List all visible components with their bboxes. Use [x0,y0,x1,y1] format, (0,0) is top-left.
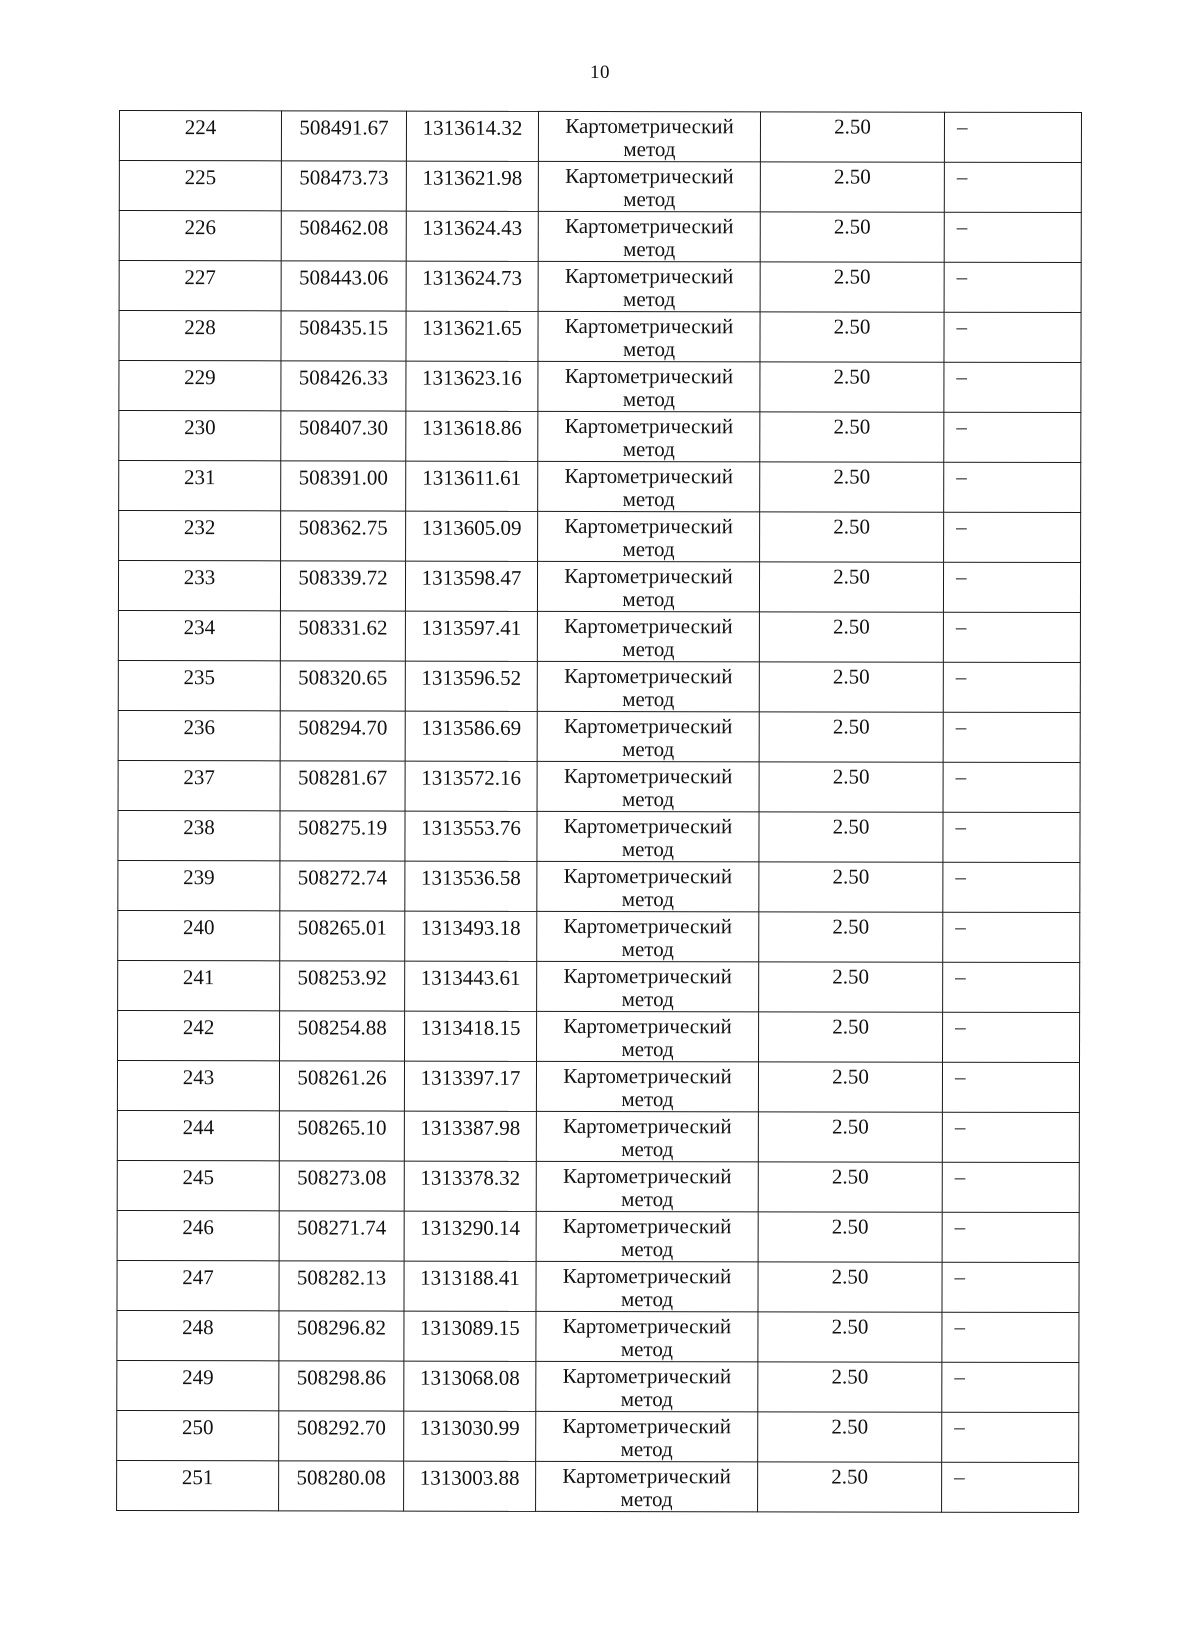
table-row [118,910,1080,962]
y-coordinate-cell: 1313030.99 [404,1411,536,1461]
accuracy-cell: 2.50 [759,812,943,862]
point-number-cell: 240 [118,910,280,960]
table-row [117,1160,1079,1212]
y-coordinate-cell: 1313605.09 [406,511,538,561]
y-coordinate-cell: 1313614.32 [406,111,538,161]
point-number-cell: 242 [118,1010,280,1060]
accuracy-cell: 2.50 [758,1162,942,1212]
accuracy-cell: 2.50 [758,1262,942,1312]
x-coordinate-cell: 508271.74 [279,1211,404,1261]
point-number-cell: 245 [117,1160,279,1210]
note-cell: – [942,1112,1079,1162]
point-number-cell: 248 [117,1310,279,1360]
point-number-cell: 244 [117,1110,279,1160]
point-number-cell: 233 [118,561,280,611]
accuracy-cell: 2.50 [760,512,944,562]
point-number-cell: 243 [117,1060,279,1110]
x-coordinate-cell: 508272.74 [280,861,405,911]
note-cell: – [942,1462,1079,1512]
x-coordinate-cell: 508339.72 [280,561,405,611]
method-cell: Картометрический метод [538,411,760,461]
point-number-cell: 247 [117,1260,279,1310]
x-coordinate-cell: 508280.08 [279,1461,404,1511]
point-number-cell: 228 [119,311,281,361]
method-cell: Картометрический метод [538,361,760,411]
table-row [117,1210,1079,1262]
method-cell: Картометрический метод [536,1061,758,1111]
table-row [118,860,1080,912]
note-cell: – [942,1262,1079,1312]
accuracy-cell: 2.50 [758,1112,942,1162]
method-cell: Картометрический метод [537,911,759,961]
note-cell: – [943,562,1080,612]
table-row [118,561,1080,613]
note-cell: – [944,262,1081,312]
x-coordinate-cell: 508426.33 [281,361,406,411]
point-number-cell: 226 [119,211,281,261]
y-coordinate-cell: 1313188.41 [404,1261,536,1311]
accuracy-cell: 2.50 [759,1012,943,1062]
method-cell: Картометрический метод [536,1161,758,1211]
x-coordinate-cell: 508265.01 [280,911,405,961]
y-coordinate-cell: 1313493.18 [405,911,537,961]
accuracy-cell: 2.50 [759,662,943,712]
y-coordinate-cell: 1313618.86 [406,411,538,461]
method-cell: Картометрический метод [537,761,759,811]
coordinates-table [116,110,1082,1513]
method-cell: Картометрический метод [537,561,759,611]
method-cell: Картометрический метод [537,611,759,661]
point-number-cell: 251 [117,1460,279,1510]
table-row [119,161,1081,213]
table-row [118,610,1080,662]
method-cell: Картометрический метод [538,211,760,261]
x-coordinate-cell: 508491.67 [281,111,406,161]
note-cell: – [944,112,1081,162]
note-cell: – [943,1012,1080,1062]
accuracy-cell: 2.50 [759,962,943,1012]
table-row [117,1410,1079,1462]
accuracy-cell: 2.50 [759,612,943,662]
y-coordinate-cell: 1313624.43 [406,211,538,261]
method-cell: Картометрический метод [536,1311,758,1361]
x-coordinate-cell: 508331.62 [280,611,405,661]
y-coordinate-cell: 1313624.73 [406,261,538,311]
method-cell: Картометрический метод [538,461,760,511]
y-coordinate-cell: 1313621.65 [406,311,538,361]
note-cell: – [943,962,1080,1012]
y-coordinate-cell: 1313003.88 [404,1461,536,1511]
accuracy-cell: 2.50 [758,1212,942,1262]
note-cell: – [944,362,1081,412]
x-coordinate-cell: 508273.08 [279,1161,404,1211]
point-number-cell: 238 [118,810,280,860]
table-row [118,660,1080,712]
accuracy-cell: 2.50 [759,562,943,612]
y-coordinate-cell: 1313597.41 [405,611,537,661]
y-coordinate-cell: 1313553.76 [405,811,537,861]
method-cell: Картометрический метод [536,1211,758,1261]
accuracy-cell: 2.50 [758,1062,942,1112]
note-cell: – [943,912,1080,962]
method-cell: Картометрический метод [536,1261,758,1311]
note-cell: – [944,212,1081,262]
point-number-cell: 250 [117,1410,279,1460]
y-coordinate-cell: 1313611.61 [406,461,538,511]
table-row [117,1360,1079,1412]
method-cell: Картометрический метод [536,1461,758,1511]
accuracy-cell: 2.50 [760,162,944,212]
accuracy-cell: 2.50 [760,262,944,312]
note-cell: – [943,812,1080,862]
x-coordinate-cell: 508265.10 [279,1111,404,1161]
accuracy-cell: 2.50 [758,1362,942,1412]
method-cell: Картометрический метод [538,111,760,161]
table-row [117,1110,1079,1162]
y-coordinate-cell: 1313378.32 [404,1161,536,1211]
table-row [117,1310,1079,1362]
method-cell: Картометрический метод [536,1111,758,1161]
table-row [117,1060,1079,1112]
x-coordinate-cell: 508462.08 [281,211,406,261]
y-coordinate-cell: 1313068.08 [404,1361,536,1411]
x-coordinate-cell: 508253.92 [280,961,405,1011]
note-cell: – [943,762,1080,812]
point-number-cell: 231 [119,461,281,511]
y-coordinate-cell: 1313586.69 [405,711,537,761]
x-coordinate-cell: 508282.13 [279,1261,404,1311]
table-row [117,1460,1079,1512]
method-cell: Картометрический метод [538,511,760,561]
accuracy-cell: 2.50 [759,912,943,962]
method-cell: Картометрический метод [537,711,759,761]
y-coordinate-cell: 1313089.15 [404,1311,536,1361]
method-cell: Картометрический метод [536,1361,758,1411]
y-coordinate-cell: 1313397.17 [404,1061,536,1111]
point-number-cell: 241 [118,960,280,1010]
note-cell: – [943,862,1080,912]
point-number-cell: 225 [119,161,281,211]
y-coordinate-cell: 1313536.58 [405,861,537,911]
point-number-cell: 230 [119,411,281,461]
table-row [118,960,1080,1012]
point-number-cell: 235 [118,660,280,710]
x-coordinate-cell: 508407.30 [281,411,406,461]
y-coordinate-cell: 1313623.16 [406,361,538,411]
y-coordinate-cell: 1313621.98 [406,161,538,211]
table-row [117,1260,1079,1312]
y-coordinate-cell: 1313572.16 [405,761,537,811]
accuracy-cell: 2.50 [760,112,944,162]
table-row [118,760,1080,812]
accuracy-cell: 2.50 [759,712,943,762]
note-cell: – [944,312,1081,362]
table-row [118,1010,1080,1062]
accuracy-cell: 2.50 [760,362,944,412]
x-coordinate-cell: 508294.70 [280,711,405,761]
x-coordinate-cell: 508292.70 [279,1411,404,1461]
note-cell: – [944,412,1081,462]
y-coordinate-cell: 1313596.52 [405,661,537,711]
method-cell: Картометрический метод [538,161,760,211]
x-coordinate-cell: 508254.88 [280,1011,405,1061]
method-cell: Картометрический метод [536,1411,758,1461]
y-coordinate-cell: 1313418.15 [405,1011,537,1061]
page-number: 10 [590,62,610,83]
y-coordinate-cell: 1313387.98 [404,1111,536,1161]
accuracy-cell: 2.50 [760,312,944,362]
table-row [119,211,1081,263]
point-number-cell: 234 [118,610,280,660]
x-coordinate-cell: 508391.00 [281,461,406,511]
accuracy-cell: 2.50 [760,212,944,262]
point-number-cell: 249 [117,1360,279,1410]
y-coordinate-cell: 1313443.61 [405,961,537,1011]
point-number-cell: 246 [117,1210,279,1260]
note-cell: – [942,1162,1079,1212]
point-number-cell: 227 [119,261,281,311]
table-row [119,311,1081,363]
method-cell: Картометрический метод [537,1011,759,1061]
note-cell: – [942,1062,1079,1112]
note-cell: – [942,1312,1079,1362]
x-coordinate-cell: 508443.06 [281,261,406,311]
point-number-cell: 229 [119,361,281,411]
x-coordinate-cell: 508296.82 [279,1311,404,1361]
x-coordinate-cell: 508473.73 [281,161,406,211]
table-row [118,710,1080,762]
accuracy-cell: 2.50 [758,1312,942,1362]
point-number-cell: 224 [119,111,281,161]
method-cell: Картометрический метод [537,861,759,911]
table-row [119,361,1081,413]
note-cell: – [943,612,1080,662]
point-number-cell: 237 [118,760,280,810]
note-cell: – [943,712,1080,762]
note-cell: – [942,1412,1079,1462]
note-cell: – [944,462,1081,512]
accuracy-cell: 2.50 [759,762,943,812]
note-cell: – [942,1362,1079,1412]
accuracy-cell: 2.50 [759,862,943,912]
table-row [119,261,1081,313]
note-cell: – [943,662,1080,712]
x-coordinate-cell: 508275.19 [280,811,405,861]
table-row [119,461,1081,513]
table-row [118,810,1080,862]
note-cell: – [942,1212,1079,1262]
x-coordinate-cell: 508261.26 [279,1061,404,1111]
method-cell: Картометрический метод [537,961,759,1011]
method-cell: Картометрический метод [538,311,760,361]
x-coordinate-cell: 508320.65 [280,661,405,711]
y-coordinate-cell: 1313598.47 [405,561,537,611]
point-number-cell: 236 [118,710,280,760]
point-number-cell: 239 [118,860,280,910]
method-cell: Картометрический метод [537,811,759,861]
note-cell: – [944,162,1081,212]
y-coordinate-cell: 1313290.14 [404,1211,536,1261]
note-cell: – [944,512,1081,562]
x-coordinate-cell: 508435.15 [281,311,406,361]
coordinates-table-body [117,111,1082,1513]
x-coordinate-cell: 508298.86 [279,1361,404,1411]
table-row [119,511,1081,563]
x-coordinate-cell: 508281.67 [280,761,405,811]
accuracy-cell: 2.50 [760,412,944,462]
accuracy-cell: 2.50 [758,1412,942,1462]
table-row [119,111,1081,163]
accuracy-cell: 2.50 [758,1462,942,1512]
accuracy-cell: 2.50 [760,462,944,512]
method-cell: Картометрический метод [538,261,760,311]
x-coordinate-cell: 508362.75 [281,511,406,561]
method-cell: Картометрический метод [537,661,759,711]
table-row [119,411,1081,463]
point-number-cell: 232 [119,511,281,561]
